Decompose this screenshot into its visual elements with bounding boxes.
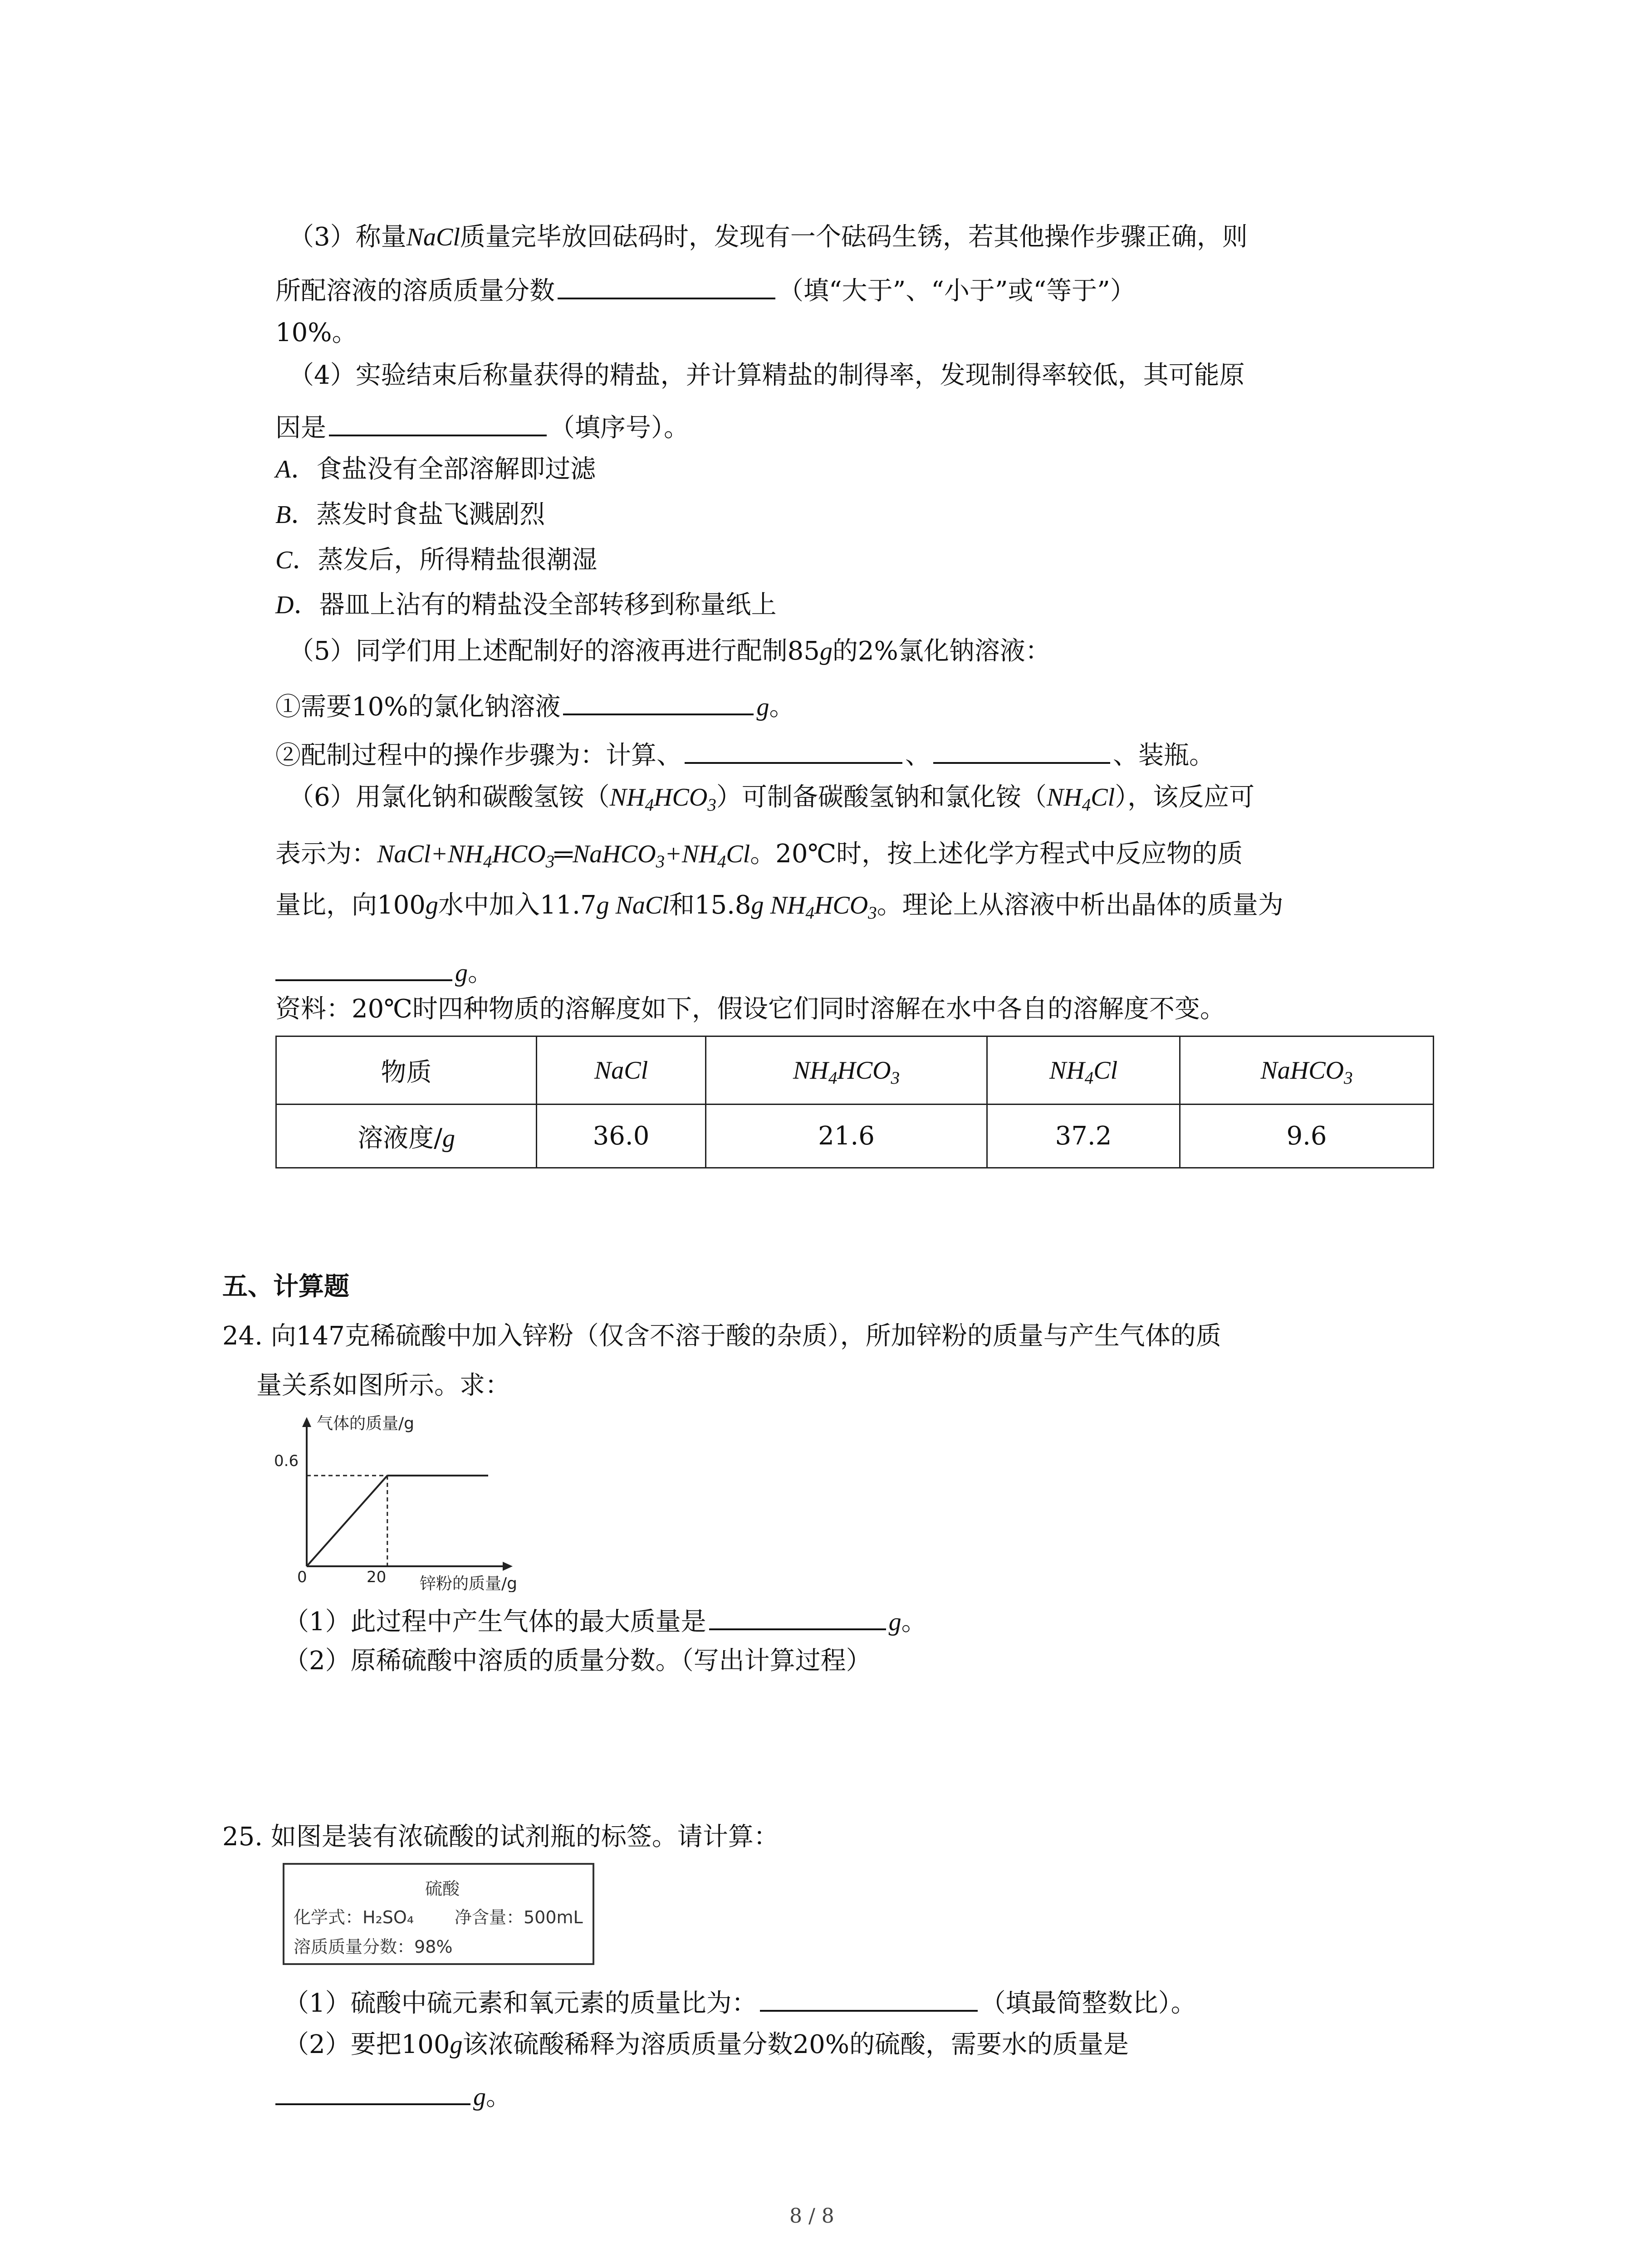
q23-part3-line2: 所配溶液的溶质质量分数 （填“大于”、“小于”或“等于”） xyxy=(275,274,1136,304)
answer-blank[interactable] xyxy=(563,689,754,715)
reagent-label xyxy=(283,1863,594,1965)
x-axis-label: 锌粉的质量/g xyxy=(420,1574,517,1592)
answer-blank[interactable] xyxy=(275,2079,470,2105)
answer-blank[interactable] xyxy=(558,274,775,299)
option-a: A．食盐没有全部溶解即过滤 xyxy=(275,455,596,484)
q25-part2-line2: g。 xyxy=(275,2079,511,2110)
solubility-table xyxy=(275,1036,1434,1168)
answer-blank[interactable] xyxy=(275,955,452,981)
section-heading: 五、计算题 xyxy=(222,1272,349,1301)
x-tick-label: 20 xyxy=(367,1568,387,1586)
origin-label: 0 xyxy=(297,1568,307,1586)
table-header-cell: NaCl xyxy=(537,1036,706,1105)
q25-line1: 25. 如图是装有浓硫酸的试剂瓶的标签。请计算： xyxy=(222,1822,779,1852)
table-header-cell: $NH_4Cl$ xyxy=(987,1036,1180,1105)
q24-part2: （2）原稀硫酸中溶质的质量分数。（写出计算过程） xyxy=(284,1646,872,1676)
option-b: B．蒸发时食盐飞溅剧烈 xyxy=(275,500,545,529)
q25-part1: （1）硫酸中硫元素和氧元素的质量比为： （填最简整数比）。 xyxy=(284,1986,1196,2016)
q23-part5-sub2: ②配制过程中的操作步骤为：计算、 、 、装瓶。 xyxy=(275,738,1215,768)
answer-blank[interactable] xyxy=(709,1604,886,1630)
q23-part5-sub1: ①需要10%的氯化钠溶液 g。 xyxy=(275,689,794,720)
answer-blank[interactable] xyxy=(685,738,902,764)
q23-part6-line2: 表示为：$NaCl+NH_4HCO_3═NaHCO_3+NH_4Cl$。20℃时，按上述化学方程式中反应物的质 xyxy=(275,839,1243,871)
q23-part6-line4: g。 xyxy=(275,955,493,986)
option-d: D．器皿上沾有的精盐没全部转移到称量纸上 xyxy=(275,590,777,620)
series-segment xyxy=(307,1476,387,1566)
x-axis-arrow-icon xyxy=(503,1562,513,1571)
y-axis-arrow-icon xyxy=(302,1417,311,1427)
table-header-row xyxy=(276,1036,1434,1105)
label-formula: 化学式：H₂SO₄ xyxy=(294,1907,414,1927)
y-tick-label: 0.6 xyxy=(274,1452,299,1470)
table-cell: 37.2 xyxy=(987,1105,1180,1168)
q23-part6-line1: （6）用氯化钠和碳酸氢铵$(NH_4HCO_3)$可制备碳酸氢钠和氯化铵$(NH_4Cl)$，该反应可 xyxy=(289,782,1255,815)
q23-part4-line1: （4）实验结束后称量获得的精盐，并计算精盐的制得率，发现制得率较低，其可能原 xyxy=(289,361,1245,390)
q25-part2: （2）要把100g该浓硫酸稀释为溶质质量分数20%的硫酸，需要水的质量是 xyxy=(284,2030,1129,2059)
q23-part3-line1: （3）称量NaCl质量完毕放回砝码时，发现有一个砝码生锈，若其他操作步骤正确，则 xyxy=(289,222,1248,252)
q24-line1: 24. 向147克稀硫酸中加入锌粉（仅含不溶于酸的杂质），所加锌粉的质量与产生气体的质 xyxy=(222,1321,1221,1351)
answer-blank[interactable] xyxy=(933,738,1110,764)
table-cell: 9.6 xyxy=(1180,1105,1434,1168)
label-fraction: 溶质质量分数：98% xyxy=(294,1937,453,1957)
q23-part5-line: （5）同学们用上述配制好的溶液再进行配制85g的2%氯化钠溶液： xyxy=(289,636,1051,666)
gas-mass-chart xyxy=(263,1411,544,1592)
table-header-cell: NaHCO$_3$ xyxy=(1180,1036,1434,1105)
y-axis-label: 气体的质量/g xyxy=(317,1414,414,1433)
q24-part1: （1）此过程中产生气体的最大质量是 g。 xyxy=(284,1604,927,1635)
option-c: C．蒸发后，所得精盐很潮湿 xyxy=(275,545,598,575)
label-volume: 净含量：500mL xyxy=(455,1907,583,1927)
table-row xyxy=(276,1105,1434,1168)
table-header-cell: 物质 xyxy=(276,1036,537,1105)
table-cell: 36.0 xyxy=(537,1105,706,1168)
q23-part6-line3: 量比，向100g水中加入11.7g NaCl和15.8g $NH_4HCO_3$。理论上从溶液中析出晶体的质量为 xyxy=(275,890,1283,923)
table-cell: 溶液度/g xyxy=(276,1105,537,1168)
q23-part3-line3: 10%。 xyxy=(275,318,358,347)
q23-part4-line2: 因是 （填序号）。 xyxy=(275,411,689,441)
label-title: 硫酸 xyxy=(425,1879,460,1899)
q24-line2: 量关系如图所示。求： xyxy=(256,1371,510,1400)
table-header-cell: $NH_4HCO_3$ xyxy=(706,1036,987,1105)
page-number: 8 / 8 xyxy=(789,2204,834,2228)
table-cell: 21.6 xyxy=(706,1105,987,1168)
answer-blank[interactable] xyxy=(329,411,547,436)
answer-blank[interactable] xyxy=(760,1986,978,2012)
reference-note: 资料：20℃时四种物质的溶解度如下，假设它们同时溶解在水中各自的溶解度不变。 xyxy=(275,994,1225,1024)
